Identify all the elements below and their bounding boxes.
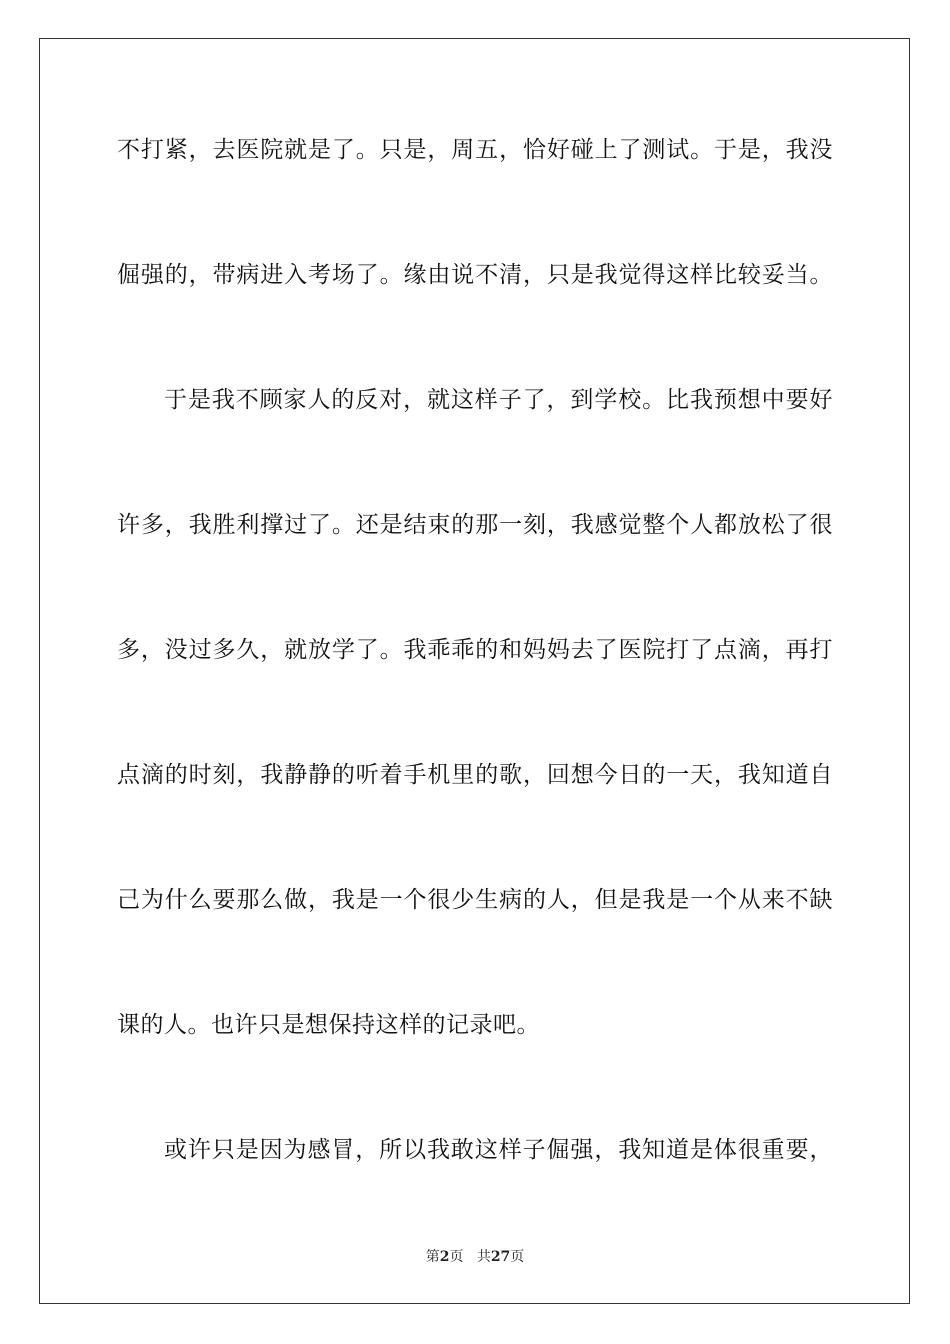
text-line-1: 不打紧，去医院就是了。只是，周五，恰好碰上了测试。于是，我没 [117,137,833,163]
page-footer [0,1248,950,1266]
page-number: 2 [439,1249,450,1265]
text-line-2: 倔强的，带病进入考场了。缘由说不清，只是我觉得这样比较妥当。 [117,262,833,288]
text-line-8: 课的人。也许只是想保持这样的记录吧。 [117,1012,540,1038]
text-line-4: 许多，我胜利撑过了。还是结束的那一刻，我感觉整个人都放松了很 [117,512,833,538]
page-border [39,38,910,1304]
text-line-7: 己为什么要那么做，我是一个很少生病的人，但是我是一个从来不缺 [117,887,833,913]
page-prefix: 第 [425,1249,440,1265]
page-suffix: 页 [449,1249,464,1265]
text-line-6: 点滴的时刻，我静静的听着手机里的歌，回想今日的一天，我知道自 [117,762,833,788]
total-pages: 27 [490,1249,511,1265]
text-line-5: 多，没过多久，就放学了。我乖乖的和妈妈去了医院打了点滴，再打 [117,637,833,663]
text-line-3: 于是我不顾家人的反对，就这样子了，到学校。比我预想中要好 [164,387,833,413]
text-line-9: 或许只是因为感冒，所以我敢这样子倔强，我知道是体很重要， [164,1137,833,1163]
total-suffix: 页 [510,1249,525,1265]
total-prefix: 共 [476,1249,491,1265]
